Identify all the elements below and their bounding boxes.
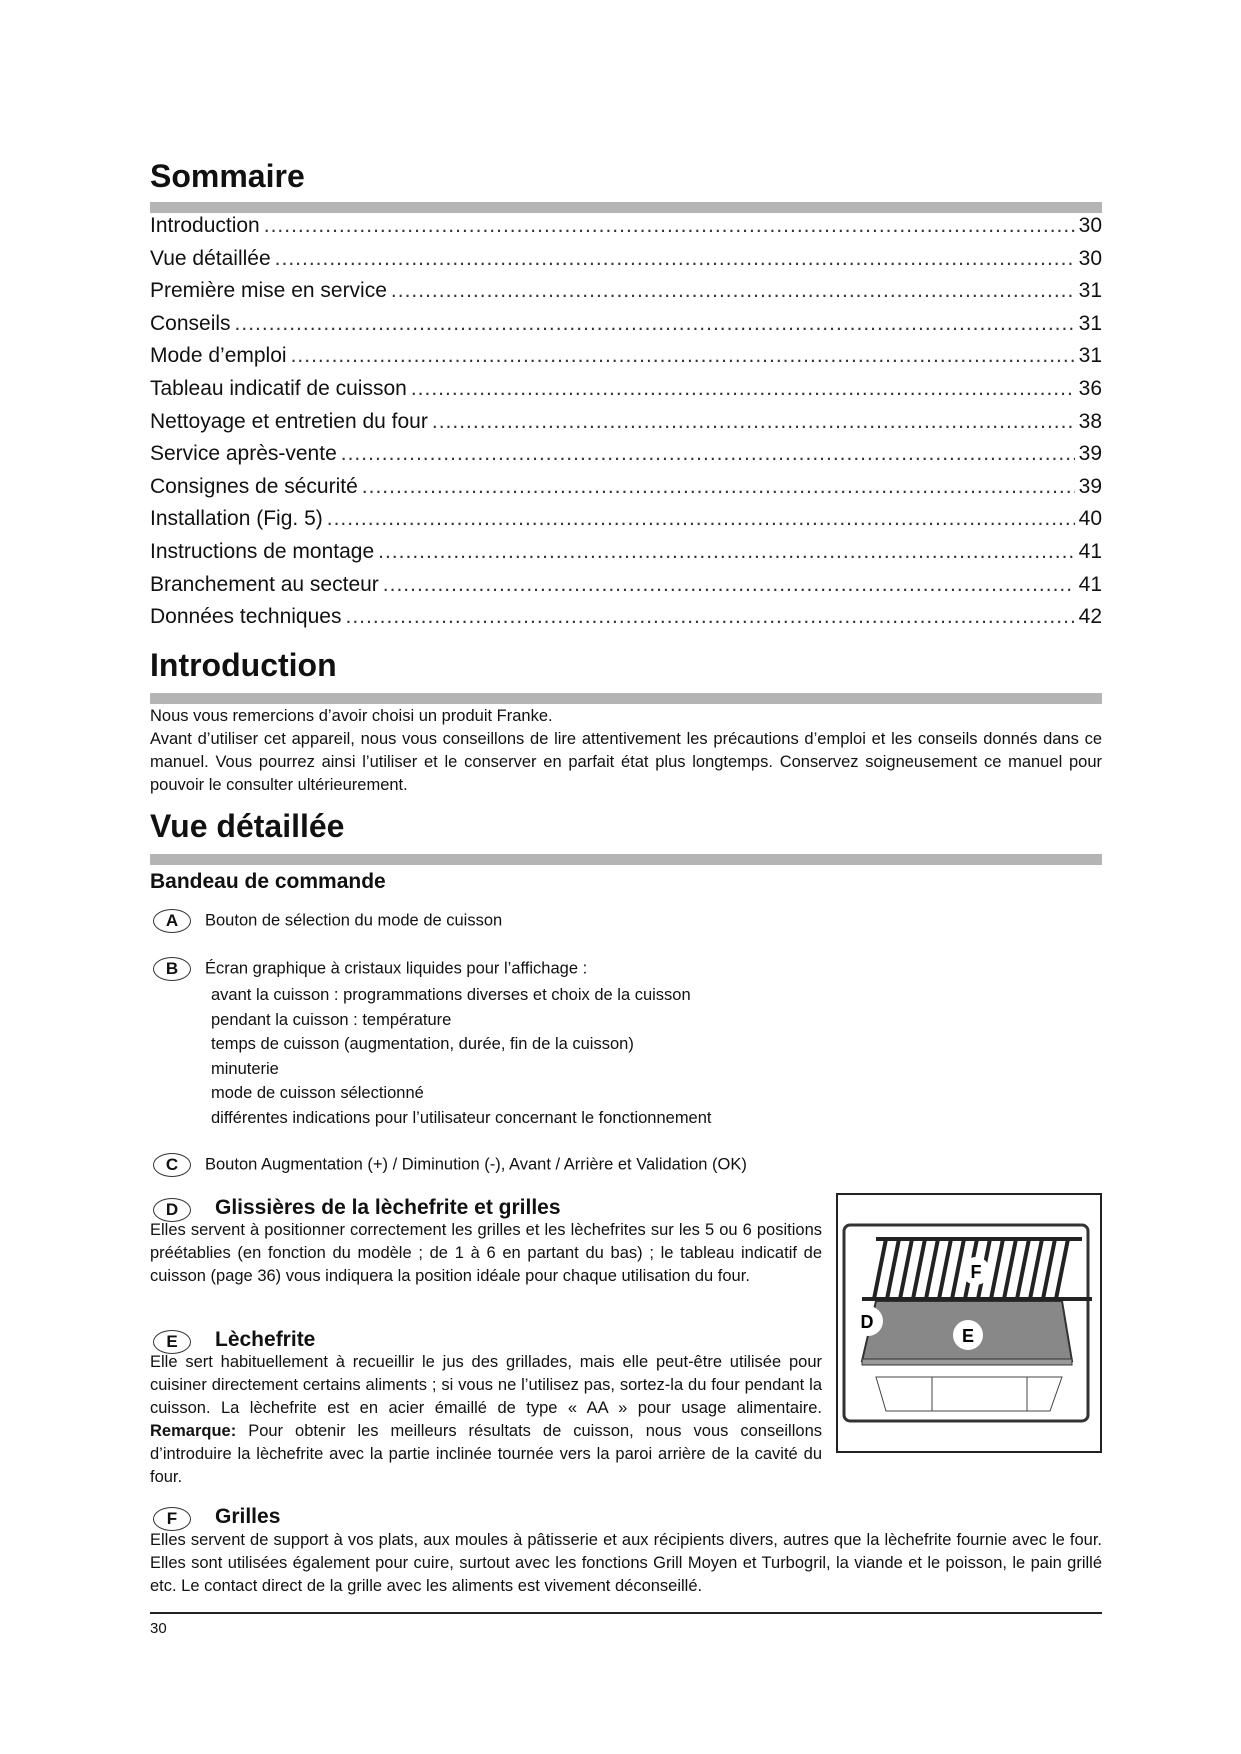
label-c: C [153, 1153, 191, 1177]
svg-text:F: F [970, 1262, 982, 1282]
item-e-heading [153, 1328, 315, 1354]
leader-dots [345, 605, 1074, 629]
label-a: A [153, 909, 191, 933]
toc-label: Données techniques [150, 605, 342, 629]
sub-item: minuterie [211, 1059, 279, 1078]
toc-entry[interactable] [150, 540, 1102, 573]
item-b-sublist [211, 983, 712, 1130]
leader-dots [235, 312, 1075, 336]
leader-dots [291, 344, 1075, 368]
toc-label: Branchement au secteur [150, 572, 379, 596]
item-text: Bouton Augmentation (+) / Diminution (-), Avant / Arrière et Validation (OK) [205, 1155, 747, 1174]
toc-label: Mode d’emploi [150, 344, 287, 368]
page-number: 30 [150, 1620, 167, 1637]
toc-label: Installation (Fig. 5) [150, 507, 323, 531]
divider [150, 854, 1102, 865]
sub-item: mode de cuisson sélectionné [211, 1084, 424, 1102]
toc-page: 39 [1078, 442, 1102, 466]
item-e-text [150, 1351, 822, 1489]
item-c [153, 1153, 747, 1177]
label-b: B [153, 957, 191, 981]
item-b [153, 957, 587, 981]
toc-label: Vue détaillée [150, 246, 271, 270]
label-e: E [153, 1330, 191, 1354]
item-text: Écran graphique à cristaux liquides pour l’affichage : [205, 959, 588, 978]
toc-page: 30 [1078, 246, 1102, 270]
toc-label: Introduction [150, 214, 260, 237]
label-f: F [153, 1507, 191, 1531]
item-f-heading [153, 1505, 280, 1531]
toc-page: 38 [1078, 409, 1102, 433]
leader-dots [378, 540, 1075, 564]
toc-entry[interactable] [150, 507, 1102, 540]
toc-entry[interactable] [150, 377, 1102, 410]
sub-item: avant la cuisson : programmations diverses et choix de la cuisson [211, 986, 691, 1004]
toc-page: 39 [1078, 474, 1102, 498]
divider [150, 202, 1102, 213]
leader-dots [264, 214, 1075, 238]
svg-text:E: E [961, 1326, 975, 1346]
section-title: Glissières de la lèchefrite et grilles [215, 1196, 561, 1219]
leader-dots [411, 377, 1075, 401]
toc-entry[interactable] [150, 279, 1102, 312]
toc-label: Instructions de montage [150, 539, 375, 563]
remark-label: Remarque: [150, 1422, 237, 1440]
intro-paragraph: Avant d’utiliser cet appareil, nous vous conseillons de lire attentivement les précautions d’emploi et les conseils donnés dans ce manuel. Vous pourrez ainsi l’utiliser et le conserver en parfait état plus longtemps. Conservez soigneusement ce manuel pour pouvoir le consulter ultérieurement. [150, 730, 1102, 794]
toc-label: Nettoyage et entretien du four [150, 409, 428, 433]
section-title: Grilles [215, 1505, 281, 1528]
toc-entry[interactable] [150, 344, 1102, 377]
toc-page: 31 [1078, 311, 1102, 335]
toc-page: 40 [1078, 507, 1102, 531]
sub-item: temps de cuisson (augmentation, durée, fin de la cuisson) [211, 1035, 634, 1053]
vue-title: Vue détaillée [150, 808, 345, 844]
item-d-text: Elles servent à positionner correctement les grilles et les lèchefrites sur les 5 ou 6 positions préétablies (en fonction du modèle ; de 1 à 6 en partant du bas) ; le tableau indicatif de cuisson (page 36) vous indiquera la position idéale pour chaque utilisation du four. [150, 1221, 822, 1285]
figure-label-e [953, 1320, 983, 1350]
sub-item: différentes indications pour l’utilisateur concernant le fonctionnement [211, 1108, 712, 1127]
toc-page: 30 [1078, 214, 1102, 237]
toc-entry[interactable] [150, 442, 1102, 475]
svg-text:D: D [860, 1312, 874, 1332]
figure-label-f [962, 1257, 990, 1285]
item-d-heading [153, 1196, 561, 1222]
table-of-contents [150, 214, 1102, 638]
toc-title: Sommaire [150, 158, 305, 194]
toc-page: 31 [1078, 279, 1102, 303]
toc-label: Première mise en service [150, 279, 387, 303]
text: Pour obtenir les meilleurs résultats de cuisson, nous vous conseillons d’introduire la lèchefrite avec la partie inclinée tournée vers la paroi arrière de la cavité du four. [150, 1422, 822, 1486]
toc-page: 41 [1078, 572, 1102, 596]
item-text: Bouton de sélection du mode de cuisson [205, 911, 503, 930]
intro-line: Nous vous remercions d’avoir choisi un produit Franke. [150, 707, 553, 725]
label-d: D [153, 1198, 191, 1222]
leader-dots [391, 279, 1075, 303]
leader-dots [383, 573, 1075, 597]
toc-label: Conseils [150, 311, 231, 335]
section-title: Lèchefrite [215, 1328, 316, 1351]
leader-dots [362, 475, 1075, 499]
toc-entry[interactable] [150, 247, 1102, 280]
text: Elle sert habituellement à recueillir le jus des grillades, mais elle peut-être utilisée pour cuisiner directement certains aliments ; si vous ne l’utilisez pas, sortez-la du four pendant la cuisson. La lèchefrite est en acier émaillé de type « AA » pour usage alimentaire. [150, 1353, 822, 1417]
toc-entry[interactable] [150, 573, 1102, 606]
leader-dots [327, 507, 1075, 531]
figure-label-d [853, 1306, 883, 1336]
toc-label: Service après-vente [150, 442, 337, 466]
toc-page: 31 [1078, 344, 1102, 368]
intro-text [150, 705, 1102, 797]
toc-entry[interactable] [150, 475, 1102, 508]
item-f-text: Elles servent de support à vos plats, aux moules à pâtisserie et aux récipients divers, autres que la lèchefrite fournie avec le four. Elles sont utilisées également pour cuire, surtout avec les fonctions Grill Moyen et Turbogril, la viande et le poisson, le pain grillé etc. Le contact direct de la grille avec les aliments est vivement déconseillé. [150, 1531, 1102, 1595]
divider [150, 693, 1102, 704]
toc-label: Consignes de sécurité [150, 474, 358, 498]
bandeau-subtitle: Bandeau de commande [150, 870, 386, 893]
toc-page: 36 [1078, 376, 1102, 400]
leader-dots [432, 410, 1075, 434]
toc-label: Tableau indicatif de cuisson [150, 376, 407, 400]
toc-page: 41 [1078, 539, 1102, 563]
item-a [153, 909, 502, 933]
leader-dots [341, 442, 1075, 466]
oven-illustration [836, 1193, 1102, 1459]
toc-entry[interactable] [150, 605, 1102, 638]
toc-page: 42 [1078, 605, 1102, 629]
sub-item: pendant la cuisson : température [211, 1010, 452, 1029]
intro-title: Introduction [150, 647, 337, 683]
footer-rule [150, 1612, 1102, 1614]
toc-entry[interactable] [150, 410, 1102, 443]
toc-entry[interactable] [150, 312, 1102, 345]
leader-dots [275, 247, 1075, 271]
toc-entry[interactable] [150, 214, 1102, 247]
